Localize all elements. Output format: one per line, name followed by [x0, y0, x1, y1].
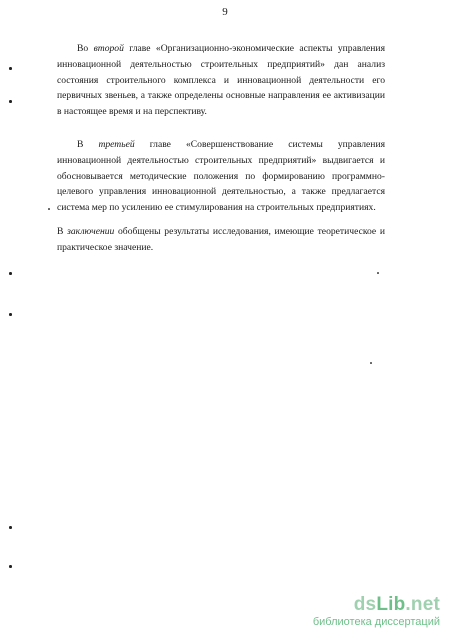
scan-dot	[9, 67, 12, 70]
page-number: 9	[222, 6, 228, 18]
paragraph-third-chapter	[57, 137, 385, 216]
watermark-logo-net: .net	[405, 594, 440, 615]
scan-speck	[377, 272, 379, 274]
watermark-subtitle: библиотека диссертаций	[312, 616, 440, 628]
watermark-logo-ds: ds	[353, 594, 377, 615]
paragraph-lead: В	[57, 226, 68, 237]
paragraph-text	[57, 137, 385, 216]
paragraph-lead: В	[77, 139, 99, 150]
paragraph-body: главе «Совершенствование системы управления инновационной деятельностью строительных предприятий» выдвигается и обосновывается методические положения по формированию программно-целевого управления инновационной деятельностью, а также предлагается система мер по усилению ее стимулирования на строительных предприятиях.	[57, 139, 385, 214]
paragraph-second-chapter	[57, 41, 385, 120]
paragraph-text	[57, 41, 385, 120]
paragraph-lead: Во	[77, 43, 94, 54]
scan-dot	[9, 526, 12, 529]
scan-dot	[9, 313, 12, 316]
scan-dot	[9, 565, 12, 568]
paragraph-conclusion	[57, 224, 385, 256]
scan-dot	[9, 272, 12, 275]
paragraph-body: обобщены результаты исследования, имеющие теоретическое и практическое значение.	[57, 226, 385, 253]
paragraph-emphasis: заключении	[67, 226, 115, 237]
paragraph-body: главе «Организационно-экономические аспекты управления инновационной деятельностью строительных предприятий» дан анализ состояния строительного комплекса и инновационной деятельности его первичных звеньев, а также определены основные направления ее активизации в настоящее время и на перспективу.	[57, 43, 385, 118]
scan-speck	[48, 208, 50, 210]
watermark-logo	[354, 595, 440, 614]
watermark-logo-lib: Lib	[376, 594, 406, 615]
watermark	[240, 595, 440, 628]
scan-speck	[370, 362, 372, 364]
paragraph-emphasis: второй	[93, 43, 124, 54]
paragraph-emphasis: третьей	[98, 139, 135, 150]
paragraph-text	[57, 224, 385, 256]
scan-dot	[9, 100, 12, 103]
